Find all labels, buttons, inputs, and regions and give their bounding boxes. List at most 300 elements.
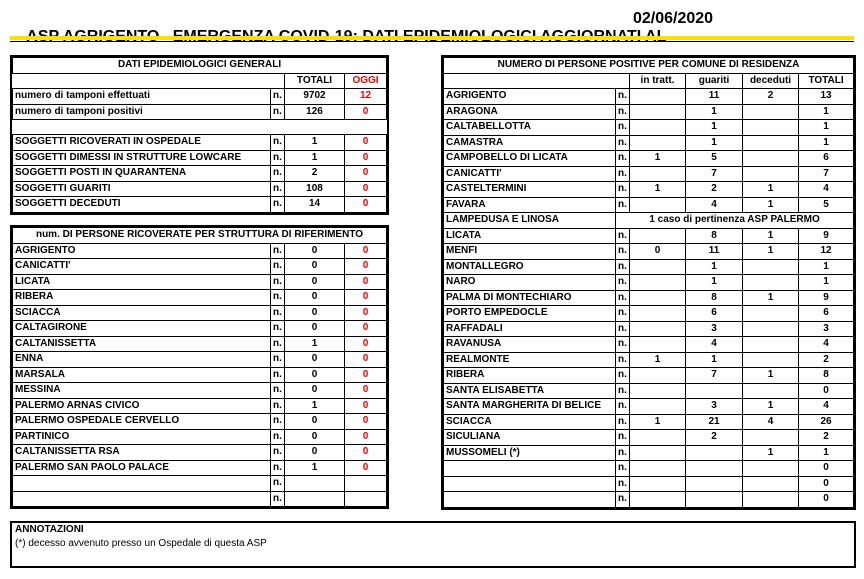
row-label: SOGGETTI RICOVERATI IN OSPEDALE — [13, 135, 271, 151]
table-row — [13, 445, 387, 461]
row-deceduti — [743, 166, 799, 182]
row-label: PARTINICO — [13, 429, 271, 445]
spacer-row — [13, 120, 387, 135]
table-row — [444, 228, 854, 244]
row-unit: n. — [616, 259, 630, 275]
row-today — [345, 491, 387, 507]
row-deceduti — [743, 275, 799, 291]
row-label: RAVANUSA — [444, 337, 616, 353]
row-label: PALMA DI MONTECHIARO — [444, 290, 616, 306]
row-note: 1 caso di pertinenza ASP PALERMO — [616, 213, 854, 229]
row-today — [345, 476, 387, 492]
col-totali: TOTALI — [799, 73, 854, 89]
row-label: LICATA — [444, 228, 616, 244]
row-total: 0 — [285, 259, 345, 275]
row-deceduti — [743, 476, 799, 492]
row-total: 0 — [285, 274, 345, 290]
row-unit: n. — [271, 445, 285, 461]
row-trattamento — [630, 445, 686, 461]
row-label — [13, 491, 271, 507]
row-label: ENNA — [13, 352, 271, 368]
header-rule — [10, 41, 854, 42]
row-guariti — [686, 476, 743, 492]
row-today: 12 — [345, 89, 387, 105]
row-total: 14 — [285, 197, 345, 213]
empty-cell — [616, 73, 630, 89]
table-row — [444, 89, 854, 105]
row-unit: n. — [271, 429, 285, 445]
table-row — [444, 399, 854, 415]
row-unit: n. — [271, 290, 285, 306]
row-today: 0 — [345, 104, 387, 120]
row-unit: n. — [616, 197, 630, 213]
hospital-table — [12, 227, 387, 507]
row-today: 0 — [345, 197, 387, 213]
row-guariti: 8 — [686, 290, 743, 306]
row-unit: n. — [271, 274, 285, 290]
table-row — [444, 368, 854, 384]
row-unit: n. — [271, 197, 285, 213]
row-label: CASTELTERMINI — [444, 182, 616, 198]
row-unit: n. — [271, 476, 285, 492]
annotations-title: ANNOTAZIONI — [15, 524, 84, 535]
row-today: 0 — [345, 352, 387, 368]
row-today: 0 — [345, 290, 387, 306]
row-label: PALERMO ARNAS CIVICO — [13, 398, 271, 414]
row-unit: n. — [271, 367, 285, 383]
header-underline — [10, 36, 854, 40]
table-row — [13, 259, 387, 275]
row-label: CAMPOBELLO DI LICATA — [444, 151, 616, 167]
row-deceduti — [743, 352, 799, 368]
row-deceduti — [743, 321, 799, 337]
row-label: SCIACCA — [13, 305, 271, 321]
row-guariti: 3 — [686, 399, 743, 415]
general-table-title: DATI EPIDEMIOLOGICI GENERALI — [13, 58, 387, 74]
row-total: 6 — [799, 306, 854, 322]
row-trattamento — [630, 461, 686, 477]
row-unit: n. — [271, 305, 285, 321]
row-deceduti — [743, 151, 799, 167]
row-deceduti — [743, 120, 799, 136]
row-today: 0 — [345, 367, 387, 383]
row-guariti — [686, 445, 743, 461]
row-unit: n. — [616, 244, 630, 260]
col-trattamento: in tratt. — [630, 73, 686, 89]
row-total: 0 — [799, 461, 854, 477]
row-guariti — [686, 461, 743, 477]
annotations-box — [10, 521, 856, 568]
row-unit: n. — [616, 383, 630, 399]
row-total: 0 — [285, 414, 345, 430]
row-label — [444, 461, 616, 477]
row-total: 5 — [799, 197, 854, 213]
row-label: RIBERA — [444, 368, 616, 384]
table-row — [444, 244, 854, 260]
row-total: 0 — [285, 305, 345, 321]
row-label: SANTA ELISABETTA — [444, 383, 616, 399]
row-trattamento — [630, 337, 686, 353]
row-label: LICATA — [13, 274, 271, 290]
row-unit: n. — [616, 492, 630, 508]
row-total: 1 — [799, 120, 854, 136]
row-trattamento — [630, 430, 686, 446]
table-row — [444, 337, 854, 353]
table-row — [444, 104, 854, 120]
empty-cell — [13, 73, 271, 89]
table-row — [13, 305, 387, 321]
table-row — [13, 135, 387, 151]
row-trattamento: 1 — [630, 182, 686, 198]
row-trattamento: 1 — [630, 352, 686, 368]
row-unit: n. — [616, 104, 630, 120]
row-total: 0 — [285, 290, 345, 306]
row-unit: n. — [271, 491, 285, 507]
row-unit: n. — [616, 399, 630, 415]
row-trattamento — [630, 492, 686, 508]
row-deceduti — [743, 259, 799, 275]
row-label: MARSALA — [13, 367, 271, 383]
row-trattamento — [630, 89, 686, 105]
row-today: 0 — [345, 460, 387, 476]
row-total: 1 — [285, 460, 345, 476]
row-total: 6 — [799, 151, 854, 167]
row-guariti: 1 — [686, 275, 743, 291]
row-trattamento: 0 — [630, 244, 686, 260]
row-label: FAVARA — [444, 197, 616, 213]
row-today: 0 — [345, 274, 387, 290]
table-row — [13, 460, 387, 476]
table-row — [444, 445, 854, 461]
row-label: CANICATTI' — [13, 259, 271, 275]
row-guariti: 11 — [686, 89, 743, 105]
row-guariti — [686, 383, 743, 399]
table-row — [13, 336, 387, 352]
row-total: 26 — [799, 414, 854, 430]
table-row — [444, 430, 854, 446]
row-total: 4 — [799, 399, 854, 415]
table-row — [13, 104, 387, 120]
row-total: 1 — [799, 275, 854, 291]
row-unit: n. — [616, 368, 630, 384]
row-unit: n. — [616, 476, 630, 492]
row-label: AGRIGENTO — [444, 89, 616, 105]
table-row — [444, 306, 854, 322]
row-unit: n. — [271, 414, 285, 430]
table-row — [13, 274, 387, 290]
row-guariti: 1 — [686, 135, 743, 151]
row-deceduti: 2 — [743, 89, 799, 105]
row-label: LAMPEDUSA E LINOSA — [444, 213, 616, 229]
row-trattamento — [630, 383, 686, 399]
col-deceduti: deceduti — [743, 73, 799, 89]
table-row — [13, 429, 387, 445]
row-guariti: 2 — [686, 430, 743, 446]
row-unit: n. — [616, 352, 630, 368]
table-row — [444, 461, 854, 477]
row-guariti: 6 — [686, 306, 743, 322]
row-label: CAMASTRA — [444, 135, 616, 151]
row-label: SANTA MARGHERITA DI BELICE — [444, 399, 616, 415]
row-today: 0 — [345, 150, 387, 166]
col-totali: TOTALI — [285, 73, 345, 89]
row-label: MESSINA — [13, 383, 271, 399]
row-total: 2 — [285, 166, 345, 182]
row-deceduti — [743, 306, 799, 322]
row-trattamento — [630, 399, 686, 415]
row-total: 0 — [285, 367, 345, 383]
row-deceduti — [743, 383, 799, 399]
table-row — [13, 321, 387, 337]
row-guariti: 7 — [686, 368, 743, 384]
table-row — [13, 352, 387, 368]
table-row — [13, 89, 387, 105]
table-row — [444, 182, 854, 198]
row-label: SOGGETTI POSTI IN QUARANTENA — [13, 166, 271, 182]
row-guariti — [686, 492, 743, 508]
row-unit: n. — [271, 336, 285, 352]
row-deceduti: 1 — [743, 182, 799, 198]
row-deceduti — [743, 135, 799, 151]
row-label: SOGGETTI DECEDUTI — [13, 197, 271, 213]
row-unit: n. — [616, 120, 630, 136]
row-total: 8 — [799, 368, 854, 384]
row-label: CALTABELLOTTA — [444, 120, 616, 136]
row-trattamento: 1 — [630, 151, 686, 167]
row-label — [444, 476, 616, 492]
row-total: 1 — [799, 445, 854, 461]
row-unit: n. — [616, 275, 630, 291]
row-trattamento: 1 — [630, 414, 686, 430]
row-unit: n. — [271, 352, 285, 368]
row-today: 0 — [345, 166, 387, 182]
comuni-table-title: NUMERO DI PERSONE POSITIVE PER COMUNE DI RESIDENZA — [444, 58, 854, 74]
row-unit: n. — [271, 383, 285, 399]
row-unit: n. — [616, 430, 630, 446]
row-today: 0 — [345, 305, 387, 321]
row-unit: n. — [616, 321, 630, 337]
table-row — [444, 120, 854, 136]
row-today: 0 — [345, 429, 387, 445]
row-today: 0 — [345, 321, 387, 337]
row-label: numero di tamponi effettuati — [13, 89, 271, 105]
row-total: 12 — [799, 244, 854, 260]
row-total: 9 — [799, 290, 854, 306]
row-total: 7 — [799, 166, 854, 182]
row-guariti: 11 — [686, 244, 743, 260]
row-unit: n. — [616, 337, 630, 353]
row-unit: n. — [271, 89, 285, 105]
general-data-table — [12, 57, 387, 213]
row-unit: n. — [616, 228, 630, 244]
row-trattamento — [630, 476, 686, 492]
row-unit: n. — [616, 290, 630, 306]
table-row — [13, 414, 387, 430]
row-today: 0 — [345, 135, 387, 151]
table-row — [444, 275, 854, 291]
row-trattamento — [630, 306, 686, 322]
row-unit: n. — [616, 461, 630, 477]
table-row — [444, 135, 854, 151]
table-row — [13, 367, 387, 383]
row-deceduti: 1 — [743, 445, 799, 461]
row-total: 0 — [799, 492, 854, 508]
row-deceduti: 1 — [743, 197, 799, 213]
row-trattamento — [630, 166, 686, 182]
row-unit: n. — [616, 135, 630, 151]
row-label: PALERMO SAN PAOLO PALACE — [13, 460, 271, 476]
row-label: REALMONTE — [444, 352, 616, 368]
row-label: RAFFADALI — [444, 321, 616, 337]
row-unit: n. — [616, 445, 630, 461]
table-row — [444, 414, 854, 430]
row-total: 3 — [799, 321, 854, 337]
hospital-table-title: num. DI PERSONE RICOVERATE PER STRUTTURA DI RIFERIMENTO — [13, 228, 387, 244]
table-row — [13, 290, 387, 306]
table-row — [444, 197, 854, 213]
row-deceduti — [743, 492, 799, 508]
row-label: SOGGETTI DIMESSI IN STRUTTURE LOWCARE — [13, 150, 271, 166]
row-total: 0 — [285, 321, 345, 337]
row-unit: n. — [616, 166, 630, 182]
row-unit: n. — [271, 243, 285, 259]
row-total: 1 — [799, 104, 854, 120]
table-row — [13, 166, 387, 182]
row-deceduti: 4 — [743, 414, 799, 430]
table-row — [13, 243, 387, 259]
row-guariti: 4 — [686, 337, 743, 353]
row-label: numero di tamponi positivi — [13, 104, 271, 120]
row-label: PALERMO OSPEDALE CERVELLO — [13, 414, 271, 430]
table-row — [444, 476, 854, 492]
row-trattamento — [630, 120, 686, 136]
row-unit: n. — [271, 104, 285, 120]
row-guariti: 1 — [686, 352, 743, 368]
row-deceduti: 1 — [743, 244, 799, 260]
row-guariti: 21 — [686, 414, 743, 430]
row-total: 1 — [285, 135, 345, 151]
row-total: 0 — [285, 445, 345, 461]
row-trattamento — [630, 104, 686, 120]
table-row — [444, 166, 854, 182]
row-total: 108 — [285, 181, 345, 197]
row-label: SICULIANA — [444, 430, 616, 446]
row-unit: n. — [616, 182, 630, 198]
row-total — [285, 491, 345, 507]
row-total: 9702 — [285, 89, 345, 105]
row-guariti: 1 — [686, 120, 743, 136]
row-unit: n. — [271, 398, 285, 414]
row-deceduti: 1 — [743, 368, 799, 384]
row-total: 9 — [799, 228, 854, 244]
row-unit: n. — [271, 321, 285, 337]
table-row — [13, 491, 387, 507]
row-unit: n. — [271, 150, 285, 166]
row-label: RIBERA — [13, 290, 271, 306]
row-total: 1 — [799, 135, 854, 151]
table-row — [13, 383, 387, 399]
row-total: 1 — [799, 259, 854, 275]
row-trattamento — [630, 368, 686, 384]
report-date: 02/06/2020 — [633, 10, 714, 27]
row-total: 13 — [799, 89, 854, 105]
row-label: AGRIGENTO — [13, 243, 271, 259]
row-unit: n. — [271, 181, 285, 197]
row-label: PORTO EMPEDOCLE — [444, 306, 616, 322]
row-deceduti: 1 — [743, 228, 799, 244]
row-total: 0 — [799, 476, 854, 492]
row-today: 0 — [345, 181, 387, 197]
row-trattamento — [630, 259, 686, 275]
row-unit: n. — [616, 414, 630, 430]
row-total: 0 — [799, 383, 854, 399]
row-label — [13, 476, 271, 492]
row-today: 0 — [345, 398, 387, 414]
row-deceduti — [743, 430, 799, 446]
row-today: 0 — [345, 414, 387, 430]
row-label: CALTANISSETTA RSA — [13, 445, 271, 461]
row-today: 0 — [345, 383, 387, 399]
row-label: NARO — [444, 275, 616, 291]
row-guariti: 1 — [686, 259, 743, 275]
row-today: 0 — [345, 259, 387, 275]
row-unit: n. — [271, 135, 285, 151]
table-row — [444, 151, 854, 167]
row-total: 2 — [799, 352, 854, 368]
row-deceduti: 1 — [743, 399, 799, 415]
row-label: MENFI — [444, 244, 616, 260]
row-unit: n. — [616, 151, 630, 167]
row-total: 1 — [285, 398, 345, 414]
row-guariti: 8 — [686, 228, 743, 244]
row-today: 0 — [345, 243, 387, 259]
row-label: SOGGETTI GUARITI — [13, 181, 271, 197]
row-guariti: 2 — [686, 182, 743, 198]
table-row — [13, 476, 387, 492]
row-unit: n. — [616, 306, 630, 322]
table-row — [13, 197, 387, 213]
row-label — [444, 492, 616, 508]
row-today: 0 — [345, 336, 387, 352]
row-unit: n. — [271, 166, 285, 182]
table-row — [13, 150, 387, 166]
row-label: ARAGONA — [444, 104, 616, 120]
row-total: 0 — [285, 243, 345, 259]
table-row — [444, 321, 854, 337]
row-deceduti: 1 — [743, 290, 799, 306]
row-label: SCIACCA — [444, 414, 616, 430]
col-guariti: guariti — [686, 73, 743, 89]
table-row — [444, 213, 854, 229]
row-deceduti — [743, 104, 799, 120]
row-trattamento — [630, 275, 686, 291]
row-label: MONTALLEGRO — [444, 259, 616, 275]
row-trattamento — [630, 228, 686, 244]
row-deceduti — [743, 461, 799, 477]
annotation-note: (*) decesso avvenuto presso un Ospedale di questa ASP — [15, 538, 267, 549]
row-total: 2 — [799, 430, 854, 446]
table-row — [444, 352, 854, 368]
row-total — [285, 476, 345, 492]
row-total: 4 — [799, 182, 854, 198]
row-unit: n. — [616, 89, 630, 105]
row-total: 0 — [285, 383, 345, 399]
row-label: MUSSOMELI (*) — [444, 445, 616, 461]
row-guariti: 3 — [686, 321, 743, 337]
row-total: 126 — [285, 104, 345, 120]
table-row — [444, 259, 854, 275]
row-label: CALTANISSETTA — [13, 336, 271, 352]
